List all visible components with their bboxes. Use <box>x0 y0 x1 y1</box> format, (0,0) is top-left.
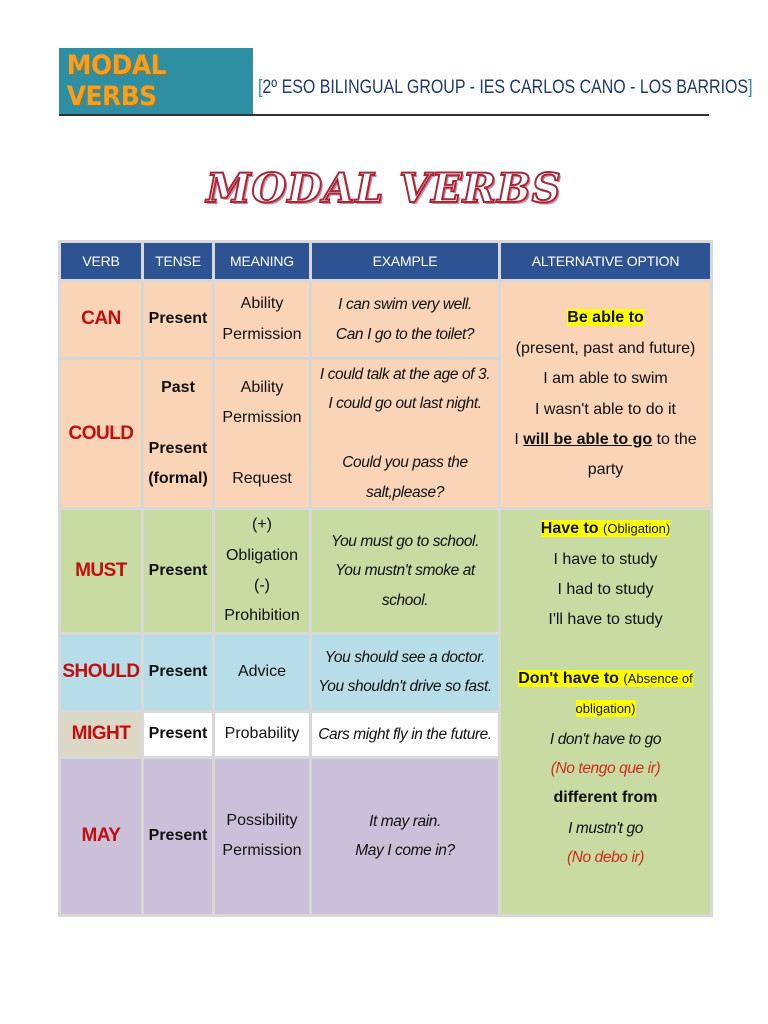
example-could: I could talk at the age of 3. I could go out last night. Could you pass the salt,please? <box>312 360 498 507</box>
alt-line: (present, past and future) <box>515 339 696 357</box>
header-divider <box>59 114 709 116</box>
example-must: You must go to school. You mustn't smoke at school. <box>312 510 498 632</box>
tense-can: Present <box>144 282 212 357</box>
have-to-heading: Have to (Obligation) <box>540 520 671 538</box>
meaning-might: Probability <box>215 713 309 756</box>
verb-can: CAN <box>61 282 141 357</box>
tense-may: Present <box>144 759 212 914</box>
example-should: You should see a doctor. You shouldn't drive so fast. <box>312 635 498 710</box>
dont-have-to-heading: Don't have to (Absence of obligation) <box>518 669 693 717</box>
alt-line: I wasn't able to do it <box>535 400 676 418</box>
col-header-alternative: ALTERNATIVE OPTION <box>501 243 710 279</box>
tense-must: Present <box>144 510 212 632</box>
modal-verbs-table <box>58 240 713 917</box>
subtitle-text: 2º ESO BILINGUAL GROUP - IES CARLOS CANO - LOS BARRIOS <box>262 77 749 98</box>
table-row-must <box>61 510 710 632</box>
col-header-meaning: MEANING <box>215 243 309 279</box>
verb-might: MIGHT <box>61 713 141 756</box>
header-badge <box>59 48 253 114</box>
meaning-must: (+) Obligation (-) Prohibition <box>215 510 309 632</box>
header-subtitle <box>258 77 753 99</box>
tense-might: Present <box>144 713 212 756</box>
meaning-can <box>215 282 309 357</box>
example-might: Cars might fly in the future. <box>312 713 498 756</box>
tense-could: Past Present (formal) <box>144 360 212 507</box>
meaning-could: Ability Permission Request <box>215 360 309 507</box>
meaning-should: Advice <box>215 635 309 710</box>
meaning-line: Ability <box>240 295 284 313</box>
tense-should: Present <box>144 635 212 710</box>
example-can <box>312 282 498 357</box>
page-title: MODAL VERBS <box>206 165 562 212</box>
header-badge-text: MODAL VERBS <box>66 50 166 112</box>
verb-must: MUST <box>61 510 141 632</box>
verb-could: COULD <box>61 360 141 507</box>
meaning-line: Permission <box>222 325 302 343</box>
alt-line: I am able to swim <box>543 370 668 388</box>
close-bracket: ] <box>748 77 753 98</box>
be-able-to-heading: Be able to <box>567 309 644 327</box>
alt-line: I will be able to go to the party <box>514 430 697 479</box>
table-header-row <box>61 243 710 279</box>
example-may: It may rain. May I come in? <box>312 759 498 914</box>
verb-may: MAY <box>61 759 141 914</box>
example-line: I can swim very well. <box>338 296 472 314</box>
col-header-example: EXAMPLE <box>312 243 498 279</box>
col-header-tense: TENSE <box>144 243 212 279</box>
verb-should: SHOULD <box>61 635 141 710</box>
table-row-can <box>61 282 710 357</box>
meaning-may: Possibility Permission <box>215 759 309 914</box>
alt-be-able-to <box>501 282 710 507</box>
alt-have-to: Have to (Obligation) I have to study I had to study I'll have to study Don't have to (Absence of obligation) I don't have to go (No tengo que ir) different from I mustn't go (No debo ir) <box>501 510 710 914</box>
open-bracket: [ <box>258 77 263 98</box>
col-header-verb: VERB <box>61 243 141 279</box>
example-line: Can I go to the toilet? <box>335 325 475 343</box>
